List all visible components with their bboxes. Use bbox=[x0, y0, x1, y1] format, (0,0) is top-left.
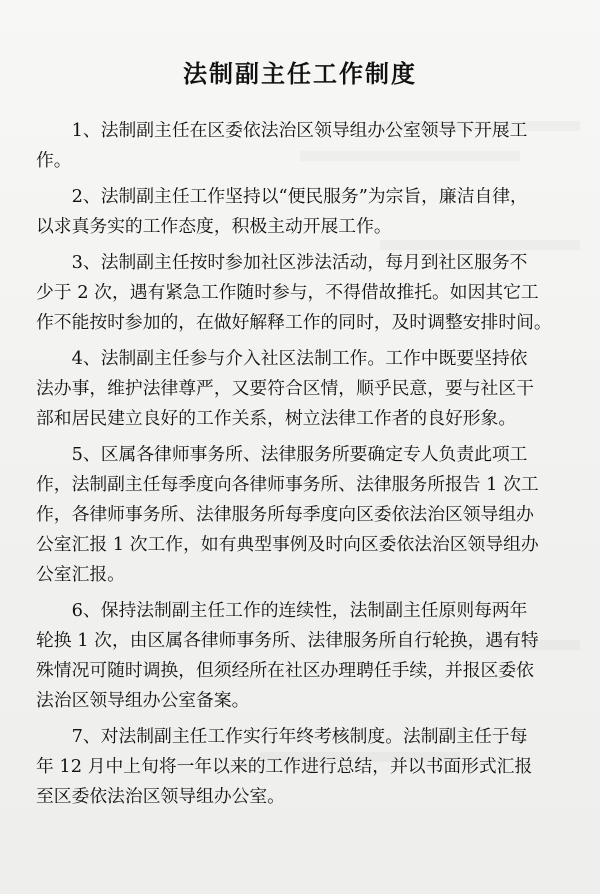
document-body bbox=[36, 116, 592, 818]
paragraph-5: 5、区属各律师事务所、法律服务所要确定专人负责此项工 作，法制副主任每季度向各律师事务所、法律服务所报告 1 次工 作，各律师事务所、法律服务所每季度向区委依法治区领导组办 公室汇报 1 次工作，如有典型事例及时向区委依法治区领导组办 公室汇报。 bbox=[36, 444, 539, 585]
paragraph-1: 1、法制副主任在区委依法治区领导组办公室领导下开展工 作。 bbox=[36, 120, 528, 171]
paragraph-6: 6、保持法制副主任工作的连续性，法制副主任原则每两年 轮换 1 次，由区属各律师事务所、法律服务所自行轮换，遇有特 殊情况可随时调换，但须经所在社区办理聘任手续，并报区委依 法治区领导组办公室备案。 bbox=[36, 600, 539, 711]
paragraph-7: 7、对法制副主任工作实行年终考核制度。法制副主任于每 年 12 月中上旬将一年以来的工作进行总结，并以书面形式汇报 至区委依法治区领导组办公室。 bbox=[36, 726, 533, 807]
paragraph-2: 2、法制副主任工作坚持以“便民服务”为宗旨，廉洁自律， 以求真务实的工作态度，积极主动开展工作。 bbox=[36, 186, 528, 237]
document-title: 法制副主任工作制度 bbox=[183, 60, 417, 89]
paragraph-3: 3、法制副主任按时参加社区涉法活动，每月到社区服务不 少于 2 次，遇有紧急工作随时参与，不得借故推托。如因其它工 作不能按时参加的，在做好解释工作的同时，及时调整安排时间。 bbox=[36, 252, 552, 333]
paragraph-4: 4、法制副主任参与介入社区法制工作。工作中既要坚持依 法办事，维护法律尊严，又要符合区情，顺乎民意，要与社区干 部和居民建立良好的工作关系，树立法律工作者的良好形象。 bbox=[36, 348, 534, 429]
